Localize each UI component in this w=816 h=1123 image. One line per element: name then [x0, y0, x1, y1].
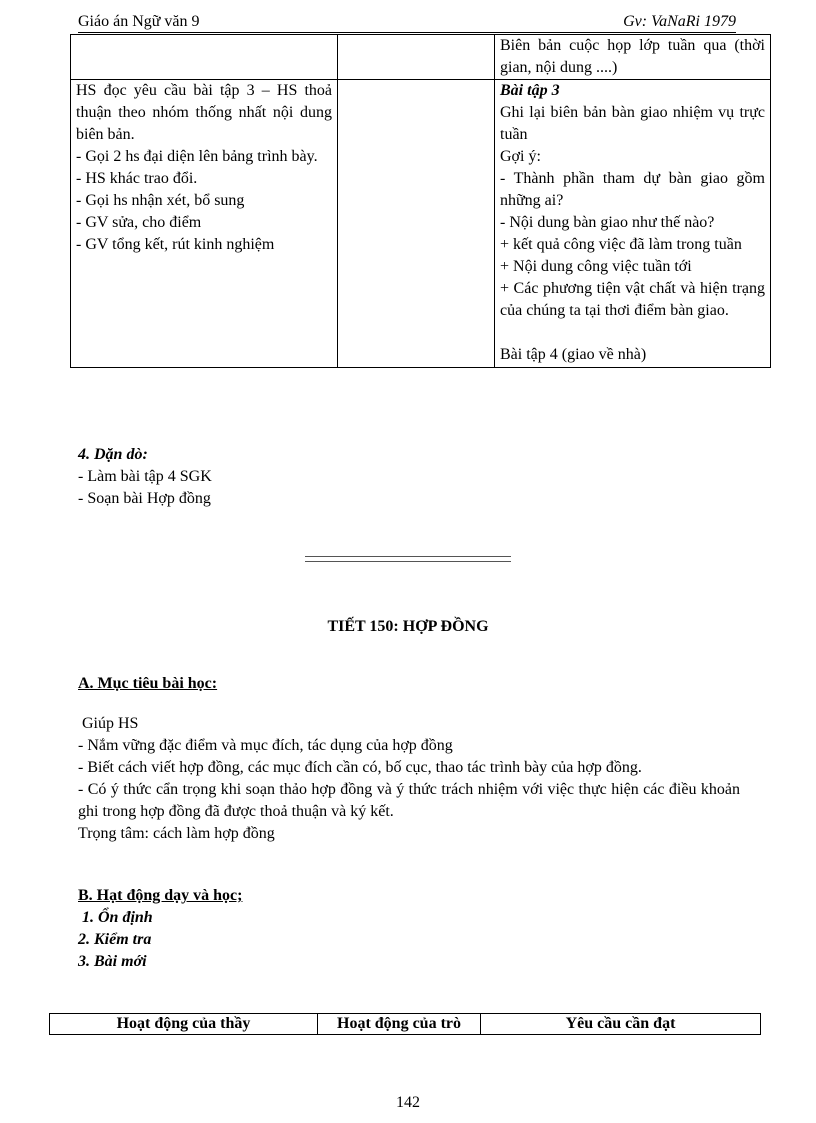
- table-row: [71, 35, 771, 80]
- activity-table-continued: [70, 34, 771, 368]
- list-item: - Nắm vững đặc điểm và mục đích, tác dụng của hợp đồng: [78, 737, 453, 754]
- section-a-body: [78, 735, 740, 845]
- column-header: Hoạt động của trò: [318, 1014, 481, 1035]
- column-header: Hoạt động của thầy: [50, 1014, 318, 1035]
- list-item: - Làm bài tập 4 SGK: [78, 468, 212, 485]
- list-item: - Có ý thức cẩn trọng khi soạn thảo hợp đồng và ý thức trách nhiệm với việc thực hiện các điều khoản ghi trong hợp đồng đã được thoả thuận và ký kết.: [78, 781, 740, 820]
- list-item: - Thành phần tham dự bàn giao gồm những ai?: [500, 170, 765, 209]
- requirement-cell: [495, 80, 771, 368]
- section-a-title: A. Mục tiêu bài học:: [78, 675, 218, 692]
- exercise-title: Bài tập 3: [500, 82, 560, 99]
- table-cell: [338, 35, 495, 80]
- list-item: Trọng tâm: cách làm hợp đồng: [78, 825, 275, 842]
- list-item: - Soạn bài Hợp đồng: [78, 490, 211, 507]
- list-item: Bài tập 4 (giao về nhà): [500, 346, 647, 363]
- table-cell: [71, 35, 338, 80]
- list-item: - GV tổng kết, rút kinh nghiệm: [76, 236, 275, 253]
- table-row: [71, 80, 771, 368]
- list-item: + Các phương tiện vật chất và hiện trạng của chúng ta tại thơi điểm bàn giao.: [500, 280, 765, 319]
- list-item: - GV sửa, cho điểm: [76, 214, 202, 231]
- section-b-title: B. Hạt động dạy và học;: [78, 887, 243, 904]
- list-item: + kết quả công việc đã làm trong tuần: [500, 236, 742, 253]
- list-item: Gợi ý:: [500, 148, 541, 165]
- section-separator: [305, 556, 511, 562]
- table-row: [50, 1014, 761, 1035]
- list-item: HS đọc yêu cầu bài tập 3 – HS thoả thuận theo nhóm thống nhất nội dung biên bản.: [76, 82, 332, 143]
- list-item: Ghi lại biên bản bàn giao nhiệm vụ trực tuần: [500, 104, 765, 143]
- student-activity-cell: [338, 80, 495, 368]
- table-cell: Biên bản cuộc họp lớp tuần qua (thời gian, nội dung ....): [495, 35, 771, 80]
- teacher-activity-cell: [71, 80, 338, 368]
- header-author: Gv: VaNaRi 1979: [623, 13, 736, 30]
- step-item: 2. Kiểm tra: [78, 931, 152, 948]
- page-number: 142: [396, 1094, 420, 1111]
- header-rule: [78, 32, 736, 33]
- blank-line: [500, 322, 765, 344]
- list-item: + Nội dung công việc tuần tới: [500, 258, 692, 275]
- list-item: - Gọi hs nhận xét, bổ sung: [76, 192, 245, 209]
- list-item: - Nội dung bàn giao như thế nào?: [500, 214, 715, 231]
- header-subject: Giáo án Ngữ văn 9: [78, 13, 200, 30]
- list-item: - Biết cách viết hợp đồng, các mục đích cần có, bố cục, thao tác trình bày của hợp đồng.: [78, 759, 642, 776]
- column-header: Yêu cầu cần đạt: [481, 1014, 761, 1035]
- step-item: 3. Bài mới: [78, 953, 147, 970]
- list-item: - Gọi 2 hs đại diện lên bảng trình bày.: [76, 148, 318, 165]
- step-item: 1. Ổn định: [78, 909, 153, 926]
- section-a-intro: Giúp HS: [78, 715, 139, 732]
- lesson-title: TIẾT 150: HỢP ĐỒNG: [327, 618, 489, 635]
- list-item: - HS khác trao đổi.: [76, 170, 198, 187]
- homework-title: 4. Dặn dò:: [78, 446, 148, 463]
- activity-table-header: [49, 1013, 761, 1035]
